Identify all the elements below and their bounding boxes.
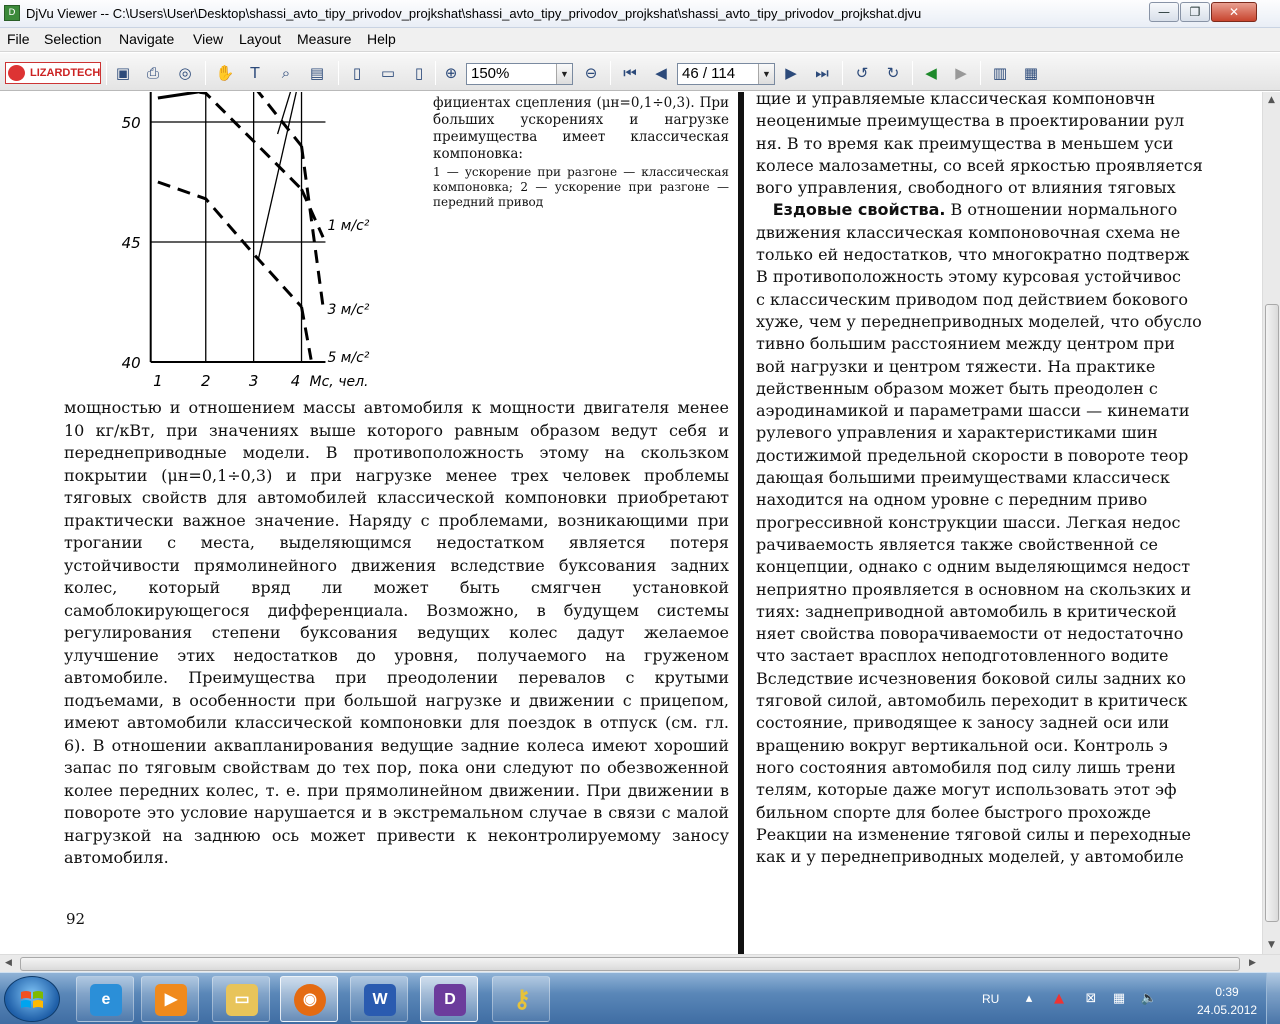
menu-bar (0, 28, 1280, 52)
volume-icon[interactable]: 🔈 (1140, 991, 1158, 1006)
restore-button[interactable]: ❐ (1180, 2, 1210, 22)
right-text-line: В противоположность этому курсовая устойчивос (756, 267, 1181, 287)
right-text-line: действенным образом может быть преодолен с (756, 378, 1158, 398)
right-text-line: вой нагрузки и центром тяжести. На практике (756, 356, 1156, 376)
folder-icon: ▭ (226, 984, 258, 1016)
firefox-icon: ◉ (294, 984, 326, 1016)
curve-label: 3 м/с² (327, 302, 370, 319)
word-icon: W (364, 984, 396, 1016)
toolbar-separator (610, 61, 611, 85)
page-select[interactable] (677, 63, 775, 85)
right-text-line: хуже, чем у переднеприводных моделей, что обусло (756, 311, 1202, 331)
window-title: DjVu Viewer -- C:\Users\User\Desktop\shassi_avto_tipy_privodov_projkshat\shassi_avto_tipy_privodov_projkshat\shassi_avto_tipy_privodov_projkshat.djvu (26, 6, 922, 21)
series-line-2 (158, 182, 302, 307)
caption-legend: 1 — ускорение при разгоне — классическая компоновка; 2 — ускорение при разгоне — передний привод (433, 165, 729, 209)
toolbar-separator (338, 61, 339, 85)
right-text-line: ня. В то время как преимущества в меньшем уси (756, 133, 1174, 153)
measure-icon[interactable]: ▤ (309, 64, 325, 82)
chevron-down-icon[interactable]: ▼ (556, 64, 572, 84)
right-text-line: тиях: заднеприводной автомобиль в критической (756, 601, 1177, 621)
menu-measure[interactable]: Measure (297, 31, 352, 47)
clock-date: 24.05.2012 (1197, 1003, 1258, 1017)
taskbar (0, 972, 1280, 1024)
vertical-scroll-thumb[interactable] (1265, 304, 1279, 922)
toolbar-separator (912, 61, 913, 85)
title-bar (0, 0, 1280, 28)
y-tick-label: 50 (121, 114, 141, 132)
menu-help[interactable]: Help (367, 31, 396, 47)
right-text-line: достижимой предельной скорости в повороте теор (756, 445, 1189, 465)
network-error-icon[interactable]: ⊠ (1085, 991, 1097, 1006)
right-text-line: няет свойства поворачиваемости от недостаточно (756, 624, 1184, 644)
right-text-line: телям, которые даже могут использовать этот эф (756, 780, 1177, 800)
menu-navigate[interactable]: Navigate (119, 31, 175, 47)
toolbar-separator (205, 61, 206, 85)
toolbar-separator (980, 61, 981, 85)
system-tray (970, 973, 1280, 1024)
forward-icon[interactable]: ▶ (955, 64, 967, 82)
taskbar-media-player[interactable] (141, 976, 199, 1022)
text-select-icon[interactable]: T (250, 64, 260, 82)
page-value: 46 / 114 (682, 65, 736, 82)
right-text-line: рачиваемость является также свойственной се (756, 534, 1158, 554)
start-button[interactable] (4, 976, 60, 1022)
right-text-line: состояние, приводящее к заносу задней оси или (756, 713, 1170, 733)
right-text-line: ного состояния автомобиля под силу лишь трени (756, 757, 1176, 777)
taskbar-djvu-viewer[interactable] (420, 976, 478, 1022)
right-text-line: дающая большими преимуществами классическ (756, 468, 1170, 488)
document-view[interactable] (0, 92, 1262, 954)
keys-icon: ⚷ (513, 986, 531, 1013)
scroll-right-icon[interactable]: ▶ (1249, 958, 1256, 968)
right-text-line: неоценимые преимущества в проектировании рул (756, 111, 1185, 131)
curve-label: 5 м/с² (327, 350, 370, 367)
page-number: 92 (66, 910, 86, 928)
save-icon[interactable]: ▣ (115, 64, 131, 82)
clock[interactable] (1197, 983, 1257, 1019)
lizardtech-logo-mark (8, 65, 25, 81)
zoom-out-icon[interactable]: ⊖ (584, 64, 598, 82)
right-text-line-rest: В отношении нормального (945, 200, 1178, 220)
figure-caption (433, 95, 729, 210)
show-desktop-button[interactable] (1266, 973, 1280, 1024)
rotate-left-icon[interactable]: ↺ (855, 64, 869, 82)
right-text-line: концепции, однако с одним выделяющимся недост (756, 557, 1191, 577)
left-page-body (64, 397, 729, 870)
right-text-line: тивно большим расстоянием между центром при (756, 334, 1175, 354)
back-icon[interactable]: ◀ (925, 64, 937, 82)
first-page-icon[interactable]: ⏮ (623, 64, 637, 82)
close-button[interactable]: ✕ (1211, 2, 1257, 22)
toolbar-separator (435, 61, 436, 85)
last-page-icon[interactable]: ⏭ (815, 64, 829, 82)
right-text-line: тяговой силой, автомобиль переходит в критическ (756, 691, 1188, 711)
thumbnails-icon[interactable]: ▦ (1023, 64, 1039, 82)
right-text-line: бильном спорте для более быстрого прохожде (756, 802, 1151, 822)
toolbar-separator (106, 61, 107, 85)
menu-selection[interactable]: Selection (44, 31, 102, 47)
chevron-down-icon[interactable]: ▼ (758, 64, 774, 84)
curve-label: 1 м/с² (327, 218, 370, 235)
right-text-line: как и у переднеприводных моделей, у автомобиле (756, 847, 1184, 867)
taskbar-firefox[interactable] (280, 976, 338, 1022)
right-text-line: вращению вокруг вертикальной оси. Контроль э (756, 735, 1168, 755)
media-player-icon: ▶ (155, 984, 187, 1016)
horizontal-scroll-thumb[interactable] (20, 957, 1240, 971)
section-heading: Ездовые свойства. (756, 200, 946, 220)
print-icon[interactable]: ⎙ (146, 64, 159, 82)
zoom-value: 150% (471, 65, 510, 82)
x-tick-label: 2 (200, 372, 211, 390)
series-extension-2 (302, 307, 312, 360)
menu-layout[interactable]: Layout (239, 31, 282, 47)
right-text-line: находится на одном уровне с передним приво (756, 490, 1148, 510)
logo-text: LIZARDTECH (30, 67, 101, 79)
right-text-line: неприятно проявляется в основном на скользких и (756, 579, 1192, 599)
right-text-line: Реакции на изменение тяговой силы и переходные (756, 824, 1192, 844)
show-hidden-icons-icon[interactable]: ▴ (1025, 991, 1033, 1006)
internet-explorer-icon: e (90, 984, 122, 1016)
hand-tool-icon[interactable]: ✋ (215, 64, 235, 82)
toolbar (0, 53, 1280, 91)
menu-file[interactable]: File (7, 31, 30, 47)
zoom-rect-icon[interactable]: ⌕ (281, 64, 291, 82)
left-paragraph: мощностью и отношением массы автомобиля к мощности двигателя менее 10 кг/кВт, при значениях выше которого равным образом ведут себя и переднеприводные модели. В противоположность этому на скользком покрытии (μн=0,1÷0,3) и при нагрузке менее трех человек проблемы тяговых свойств для автомобилей классической компоновки приобретают практически важное значение. Наряду с проблемами, возникающими при трогании с места, выделяющимся недостатком является потеря устойчивости прямолинейного движения вследствие буксования задних колес, который вряд ли может быть смягчен установкой самоблокирующегося дифференциала. Возможно, в будущем системы регулирования степени буксования ведущих колес дадут желаемое улучшение этих недостатков до уровня, получаемого на груженом автомобиле. Преимущества при преодолении перевалов с крутыми подъемами, в особенности при большой нагрузке и движении с прицепом, имеют автомобили классической компоновки для поездок в отпуск (см. гл. 6). В отношении аквапланирования ведущие задние колеса имеют хороший запас по тяговым свойствам до тех пор, пока они следуют по обезвоженной колее передних колес, т. е. при прямолинейном движении. При движении в повороте это условие нарушается и в экстремальном случае в связи с малой нагрузкой на заднюю ось может привести к неконтролируемому заносу автомобиля. (64, 398, 729, 867)
right-text-line: колесе малозаметны, со всей яркостью проявляется (756, 155, 1203, 175)
taskbar-word[interactable] (350, 976, 408, 1022)
chart (60, 92, 420, 392)
right-text-line: Вследствие исчезновения боковой силы задних ко (756, 668, 1187, 688)
taskbar-internet-explorer[interactable] (76, 976, 134, 1022)
right-text-line: вого управления, свободного от влияния тяговых (756, 178, 1176, 198)
djvu-icon: D (434, 984, 466, 1016)
lizardtech-logo[interactable] (5, 62, 101, 84)
x-tick-label: 4 (290, 372, 301, 390)
clock-time: 0:39 (1215, 985, 1239, 999)
taskbar-keys[interactable] (492, 976, 550, 1022)
right-text-line: движения классическая компоновочная схема не (756, 222, 1181, 242)
y-tick-label: 40 (121, 354, 141, 372)
series-extension-3 (302, 146, 324, 307)
scroll-left-icon[interactable]: ◀ (5, 958, 12, 968)
windows-logo-icon (20, 989, 44, 1011)
scroll-down-icon[interactable]: ▼ (1268, 940, 1275, 950)
chart-labels (122, 92, 370, 390)
right-text-line: аэродинамикой и параметрами шасси — кинемати (756, 401, 1190, 421)
right-text-line: что застает врасплох неподготовленного водите (756, 646, 1169, 666)
djvu-app-icon[interactable]: D (4, 5, 20, 21)
taskbar-explorer[interactable] (212, 976, 270, 1022)
x-tick-label: 3 (248, 372, 259, 390)
y-tick-label: 45 (121, 234, 141, 252)
x-tick-label: 1 (153, 372, 163, 390)
zoom-in-icon[interactable]: ⊕ (444, 64, 458, 82)
x-axis-label: Mc, чел. (309, 374, 369, 390)
series-line-4 (158, 92, 302, 98)
previous-page-icon[interactable]: ◀ (655, 64, 667, 82)
next-page-icon[interactable]: ▶ (785, 64, 797, 82)
toolbar-separator (842, 61, 843, 85)
right-text-line (756, 199, 1262, 221)
chart-series (158, 92, 323, 360)
right-text-line: щие и управляемые классическая компоновчн (756, 92, 1156, 108)
series-line-1 (158, 92, 302, 189)
sidebar-toggle-icon[interactable]: ▥ (992, 64, 1008, 82)
rotate-right-icon[interactable]: ↻ (886, 64, 900, 82)
zoom-select[interactable] (466, 63, 573, 85)
network-icon[interactable]: ▦ (1112, 991, 1126, 1006)
language-indicator[interactable]: RU (982, 992, 1000, 1006)
minimize-button[interactable]: — (1149, 2, 1179, 22)
vertical-scrollbar[interactable] (1262, 92, 1280, 954)
find-binoculars-icon[interactable]: ◎ (178, 64, 192, 82)
caption-text: фициентах сцепления (μн=0,1÷0,3). При больших ускорениях и нагрузке преимущества имеет классическая компоновка: (433, 95, 729, 162)
continuous-page-icon[interactable]: ▭ (380, 64, 396, 82)
right-text-line: прогрессивной конструкции шасси. Легкая недос (756, 512, 1181, 532)
menu-view[interactable]: View (193, 31, 224, 47)
action-center-flag-icon[interactable]: ▲ (1054, 991, 1064, 1006)
scroll-up-icon[interactable]: ▲ (1268, 95, 1275, 105)
horizontal-scrollbar[interactable] (0, 954, 1280, 972)
single-page-icon[interactable]: ▯ (352, 64, 362, 82)
right-text-line: только ей недостатков, что многократно подтверж (756, 245, 1190, 265)
right-text-line: с классическим приводом под действием бокового (756, 289, 1189, 309)
page-gap (744, 92, 752, 954)
right-page-body (756, 92, 1262, 868)
fit-page-icon[interactable]: ▯ (414, 64, 424, 82)
chart-grid (151, 92, 326, 362)
right-text-line: рулевого управления и характеристиками шин (756, 423, 1158, 443)
